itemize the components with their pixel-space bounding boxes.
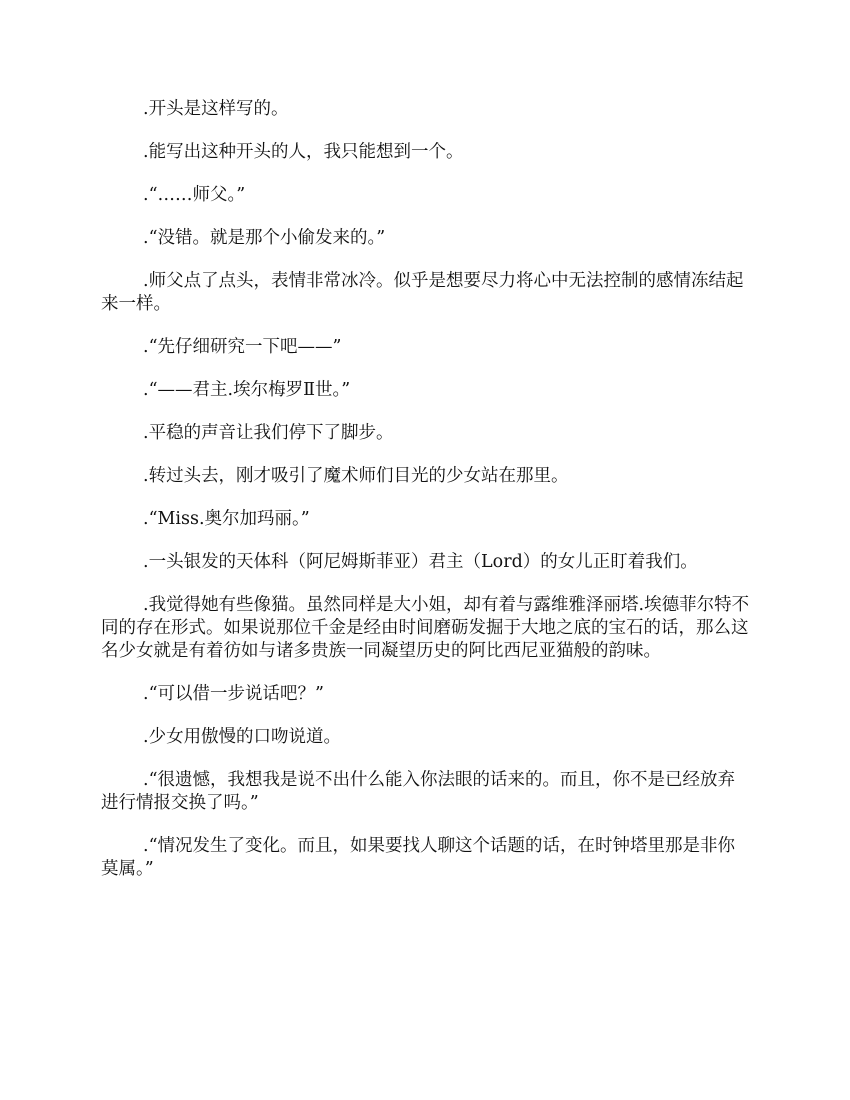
paragraph: .少女用傲慢的口吻说道。 <box>143 727 342 747</box>
paragraph: .我觉得她有些像猫。虽然同样是大小姐，却有着与露维雅泽丽塔.埃德菲尔特不同的存在形式。如果说那位千金是经由时间磨砺发掘于大地之底的宝石的话，那么这名少女就是有着彷如与诸多贵族一同凝望历史的阿比西尼亚猫般的韵味。 <box>101 595 750 661</box>
paragraph: .“Miss.奥尔加玛丽。” <box>143 509 310 529</box>
paragraph: .“——君主.埃尔梅罗Ⅱ世。” <box>143 380 351 400</box>
document-page <box>101 98 751 901</box>
paragraph: .平稳的声音让我们停下了脚步。 <box>143 423 394 443</box>
paragraph: .转过头去，刚才吸引了魔术师们目光的少女站在那里。 <box>143 466 569 486</box>
paragraph: .“情况发生了变化。而且，如果要找人聊这个话题的话，在时钟塔里那是非你莫属。” <box>101 836 736 879</box>
paragraph: .能写出这种开头的人，我只能想到一个。 <box>143 142 464 162</box>
paragraph: .开头是这样写的。 <box>143 99 289 119</box>
paragraph: .“没错。就是那个小偷发来的。” <box>143 228 386 248</box>
paragraph: .“可以借一步说话吧？” <box>143 684 324 704</box>
paragraph: .师父点了点头，表情非常冰冷。似乎是想要尽力将心中无法控制的感情冻结起来一样。 <box>101 271 744 314</box>
paragraph: .“先仔细研究一下吧——” <box>143 337 342 357</box>
paragraph: .“……师父。” <box>143 185 246 205</box>
paragraph: .一头银发的天体科（阿尼姆斯菲亚）君主（Lord）的女儿正盯着我们。 <box>143 552 698 572</box>
paragraph: .“很遗憾，我想我是说不出什么能入你法眼的话来的。而且，你不是已经放弃进行情报交换了吗。” <box>101 770 736 813</box>
